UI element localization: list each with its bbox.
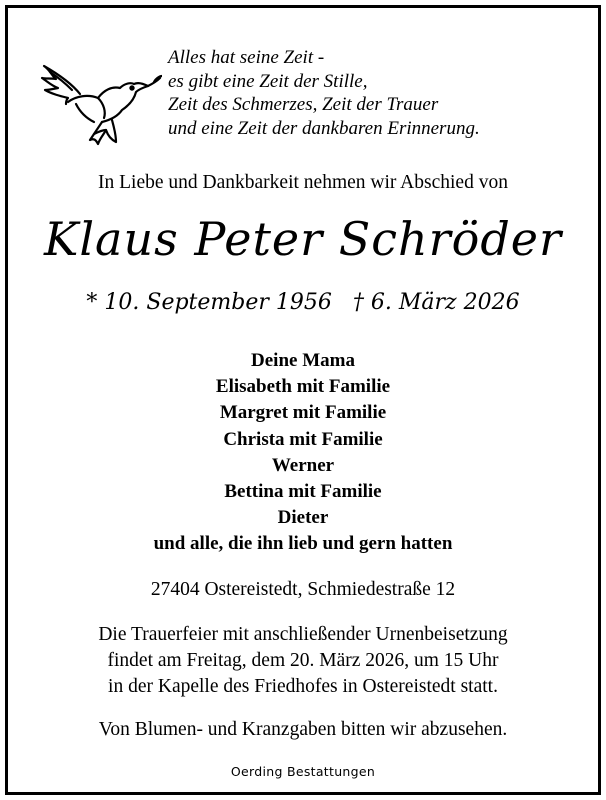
poem-line: Zeit des Schmerzes, Zeit der Trauer — [168, 94, 439, 115]
mourner: Bettina mit Familie — [224, 481, 382, 503]
undertaker-name: Oerding Bestattungen — [230, 764, 376, 779]
intro-text: In Liebe und Dankbarkeit nehmen wir Abschied von — [98, 172, 508, 193]
deceased-name: Klaus Peter Schröder — [43, 212, 563, 266]
mourner: Dieter — [277, 507, 329, 529]
mourner: Deine Mama — [251, 350, 355, 371]
mourner: Werner — [271, 454, 335, 476]
mourner: Margret mit Familie — [219, 402, 387, 424]
flowers-note: Von Blumen- und Kranzgaben bitten wir abzusehen. — [98, 719, 508, 740]
mourners-list — [0, 348, 606, 558]
poem-line: und eine Zeit der dankbaren Erinnerung. — [168, 117, 480, 139]
life-dates: * 10. September 1956 † 6. März 2026 — [86, 290, 520, 315]
dove-icon — [36, 46, 162, 148]
ceremony-line: in der Kapelle des Friedhofes in Ostereistedt statt. — [108, 676, 498, 697]
poem-line: es gibt eine Zeit der Stille, — [168, 70, 368, 92]
poem — [168, 46, 568, 140]
ceremony-line: Die Trauerfeier mit anschließender Urnenbeisetzung — [98, 624, 508, 645]
ceremony-line: findet am Freitag, dem 20. März 2026, um 15 Uhr — [107, 650, 499, 671]
family-address: 27404 Ostereistedt, Schmiedestraße 12 — [150, 579, 456, 600]
mourner: und alle, die ihn lieb und gern hatten — [153, 533, 453, 555]
ceremony-info — [0, 622, 606, 700]
mourner: Elisabeth mit Familie — [215, 376, 391, 398]
poem-line: Alles hat seine Zeit - — [168, 47, 325, 68]
mourner: Christa mit Familie — [223, 428, 383, 450]
